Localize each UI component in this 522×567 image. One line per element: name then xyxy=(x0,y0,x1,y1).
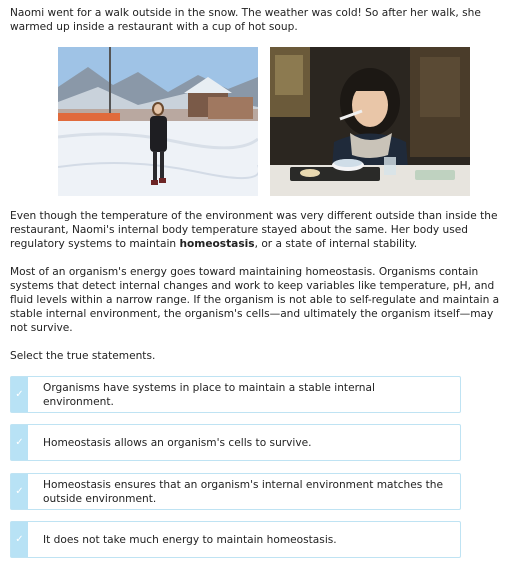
choice-2[interactable] xyxy=(10,424,461,461)
choice-label: Organisms have systems in place to maintain a stable internal environment. xyxy=(43,381,375,408)
choice-3[interactable] xyxy=(10,473,461,510)
homeostasis-paragraph xyxy=(10,209,512,251)
choice-1[interactable] xyxy=(10,376,461,413)
choice-label: It does not take much energy to maintain homeostasis. xyxy=(43,533,337,546)
choice-check-tab[interactable] xyxy=(11,377,28,412)
intro-text: Naomi went for a walk outside in the snow. The weather was cold! So after her walk, she warmed up inside a restaurant with a cup of hot soup. xyxy=(10,7,481,33)
check-icon: ✓ xyxy=(15,436,24,448)
paragraph1-text-end: , or a state of internal stability. xyxy=(254,238,418,250)
choice-check-tab[interactable] xyxy=(11,522,28,557)
homeostasis-term: homeostasis xyxy=(179,238,255,250)
choice-label: Homeostasis allows an organism's cells to survive. xyxy=(43,436,312,449)
question-prompt: Select the true statements. xyxy=(10,350,156,362)
choice-check-tab[interactable] xyxy=(11,474,28,509)
check-icon: ✓ xyxy=(15,388,24,400)
choice-4[interactable] xyxy=(10,521,461,558)
check-icon: ✓ xyxy=(15,485,24,497)
choice-check-tab[interactable] xyxy=(11,425,28,460)
restaurant-soup-photo xyxy=(270,47,470,196)
snow-walk-photo xyxy=(58,47,258,196)
check-icon: ✓ xyxy=(15,533,24,545)
choice-label: Homeostasis ensures that an organism's internal environment matches the outside environment. xyxy=(43,478,444,505)
paragraph1-text-start: Even though the temperature of the environment was very different outside than inside the restaurant, Naomi's internal body temperature stayed about the same. Her body used regulatory systems to maintain xyxy=(10,210,498,250)
energy-paragraph: Most of an organism's energy goes toward maintaining homeostasis. Organisms contain systems that detect internal changes and work to keep variables like temperature, pH, and fluid levels within a narrow range. If the organism is not able to self-regulate and maintain a stable internal environment, the organism's cells—and ultimately the organism itself—may not survive. xyxy=(10,266,500,334)
